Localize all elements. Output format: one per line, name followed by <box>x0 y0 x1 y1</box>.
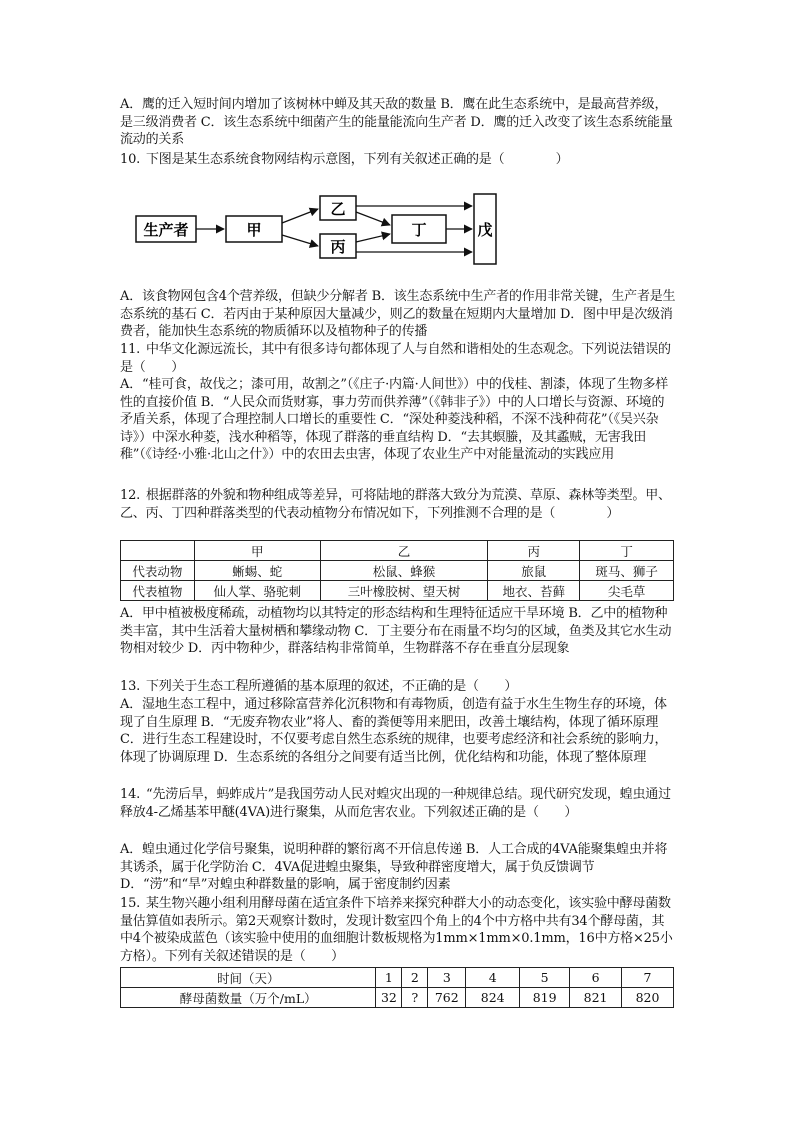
table-header-cell: 乙 <box>320 541 488 561</box>
q14-number: 14. <box>120 787 141 802</box>
q12-stem-text: 根据群落的外貌和物种组成等差异，可将陆地的群落大致分为荒漠、草原、森林等类型。甲、乙、丙、丁四种群落类型的代表动植物分布情况如下，下列推测不合理的是（ ） <box>120 488 671 521</box>
q14-stem <box>120 786 676 821</box>
table-cell: 仙人掌、骆驼刺 <box>194 581 320 601</box>
arrow-yi-ding <box>356 212 390 225</box>
q9-options: A．鹰的迁入短时间内增加了该树林中蝉及其天敌的数量 B．鹰在此生态系统中，是最高营养级，是三级消费者 C．该生态系统中细菌产生的能量能流向生产者 D．鹰的迁入改变了该生态系统能量流动的关系 <box>120 97 673 147</box>
table-header-cell <box>121 541 195 561</box>
table-cell: 蜥蜴、蛇 <box>194 561 320 581</box>
table-row <box>121 968 674 988</box>
table-cell: 32 <box>376 988 402 1008</box>
table-cell: 3 <box>428 968 466 988</box>
table-header-cell: 丁 <box>580 541 674 561</box>
q10-number: 10. <box>120 152 141 167</box>
wu-label: 戊 <box>477 221 493 239</box>
q12-stem <box>120 487 676 522</box>
bing-label: 丙 <box>330 238 346 256</box>
food-web-diagram <box>130 192 510 270</box>
table-cell: 4 <box>466 968 520 988</box>
ding-label: 丁 <box>411 221 427 239</box>
table-cell: 762 <box>428 988 466 1008</box>
q13-number: 13. <box>120 679 141 694</box>
table-cell: 6 <box>570 968 622 988</box>
q14-options: A．蝗虫通过化学信号聚集，说明种群的繁衍离不开信息传递 B．人工合成的4VA能聚集蝗虫并将其诱杀，属于化学防治 C．4VA促进蝗虫聚集，导致种群密度增大，属于负反馈调节 D．“涝”和“旱”对蝗虫种群数量的影响，属于密度制约因素 <box>120 842 668 892</box>
q11-stem-text: 中华文化源远流长，其中有很多诗句都体现了人与自然和谐相处的生态观念。下列说法错误的是（ ） <box>120 342 671 375</box>
table-row <box>121 541 674 561</box>
arrow-jia-bing <box>282 235 318 246</box>
table-header-cell: 甲 <box>194 541 320 561</box>
table-cell: 820 <box>622 988 674 1008</box>
q10-stem-text: 下图是某生态系统食物网结构示意图，下列有关叙述正确的是（ ） <box>146 152 569 167</box>
table-cell: 代表动物 <box>121 561 195 581</box>
arrow-bing-ding <box>356 234 390 242</box>
q10-options: A．该食物网包含4个营养级，但缺少分解者 B．该生态系统中生产者的作用非常关键，生产者是生态系统的基石 C．若丙由于某种原因大量减少，则乙的数量在短期内大量增加 D．图中甲是次级消费者，能加快生态系统的物质循环以及植物种子的传播 <box>120 289 676 339</box>
table-cell: 代表植物 <box>121 581 195 601</box>
table-cell: 斑马、狮子 <box>580 561 674 581</box>
q13-stem-text: 下列关于生态工程所遵循的基本原理的叙述，不正确的是（ ） <box>146 679 518 694</box>
table-row <box>121 561 674 581</box>
table-cell: 824 <box>466 988 520 1008</box>
arrow-jia-yi <box>282 209 318 223</box>
q12-number: 12. <box>120 488 141 503</box>
table-cell: 1 <box>376 968 402 988</box>
table-row <box>121 581 674 601</box>
table-cell: 松鼠、蜂猴 <box>320 561 488 581</box>
table-cell: 5 <box>520 968 570 988</box>
yi-label: 乙 <box>330 200 346 218</box>
jia-label: 甲 <box>246 221 262 239</box>
table-cell: ? <box>402 988 428 1008</box>
q12-table <box>120 540 674 601</box>
table-header-cell: 丙 <box>488 541 580 561</box>
q11-number: 11. <box>120 342 141 357</box>
table-cell: 地衣、苔藓 <box>488 581 580 601</box>
table-header-cell: 时间（天） <box>121 968 376 988</box>
q11-options: A．“桂可食，故伐之；漆可用，故割之”（《庄子·内篇·人间世》）中的伐桂、割漆，体现了生物多样性的直接价值 B．“人民众而货财寡，事力劳而供养薄”（《韩非子》）中的人口增长与资源、环境的矛盾关系，体现了合理控制人口增长的重要性 C．“深处种菱浅种稻，不深不浅种荷花”（《吴兴杂诗》）中深水种菱，浅水种稻等，体现了群落的垂直结构 D．“去其螟螣，及其蟊贼，无害我田稚”（《诗经·小雅·北山之什》）中的农田去虫害，体现了农业生产中对能量流动的实践应用 <box>120 377 669 462</box>
producer-label: 生产者 <box>143 221 189 239</box>
q15-stem <box>120 895 676 965</box>
q12-options: A．甲中植被极度稀疏，动植物均以其特定的形态结构和生理特征适应干旱环境 B．乙中的植物种类丰富，其中生活着大量树栖和攀缘动物 C．丁主要分布在雨量不均匀的区域，鱼类及其它水生动物相对较少 D．丙中物种少，群落结构非常简单，生物群落不存在垂直分层现象 <box>120 606 672 656</box>
q15-stem-text: 某生物兴趣小组利用酵母菌在适宜条件下培养来探究种群大小的动态变化，该实验中酵母菌数量估算值如表所示。第2天观察计数时，发现计数室四个角上的4个中方格中共有34个酵母菌，其中4个被染成蓝色（该实验中使用的血细胞计数板规格为1mm×1mm×0.1mm，16中方格×25小方格）。下列有关叙述错误的是（ ） <box>120 896 673 964</box>
table-cell: 821 <box>570 988 622 1008</box>
table-cell: 7 <box>622 968 674 988</box>
q13-options: A．湿地生态工程中，通过移除富营养化沉积物和有毒物质，创造有益于水生生物生存的环境，体现了自生原理 B．“无废弃物农业”将人、畜的粪便等用来肥田，改善土壤结构，体现了循环原理 C．进行生态工程建设时，不仅要考虑自然生态系统的规律，也要考虑经济和社会系统的影响力，体现了协调原理 D．生态系统的各组分之间要有适当比例，优化结构和功能，体现了整体原理 <box>120 697 668 765</box>
table-cell: 819 <box>520 988 570 1008</box>
q11-stem <box>120 341 676 376</box>
table-cell: 旅鼠 <box>488 561 580 581</box>
q15-number: 15. <box>120 896 141 911</box>
table-row <box>121 988 674 1008</box>
q14-stem-text: “先涝后旱，蚂蚱成片”是我国劳动人民对蝗灾出现的一种规律总结。现代研究发现，蝗虫通过释放4-乙烯基苯甲醚(4VA)进行聚集，从而危害农业。下列叙述正确的是（ ） <box>120 787 671 820</box>
table-cell: 2 <box>402 968 428 988</box>
q15-table <box>120 967 674 1008</box>
q13-stem <box>120 678 676 696</box>
q10-stem <box>120 151 676 169</box>
table-cell: 尖毛草 <box>580 581 674 601</box>
table-header-cell: 酵母菌数量（万个/mL） <box>121 988 376 1008</box>
table-cell: 三叶橡胶树、望天树 <box>320 581 488 601</box>
